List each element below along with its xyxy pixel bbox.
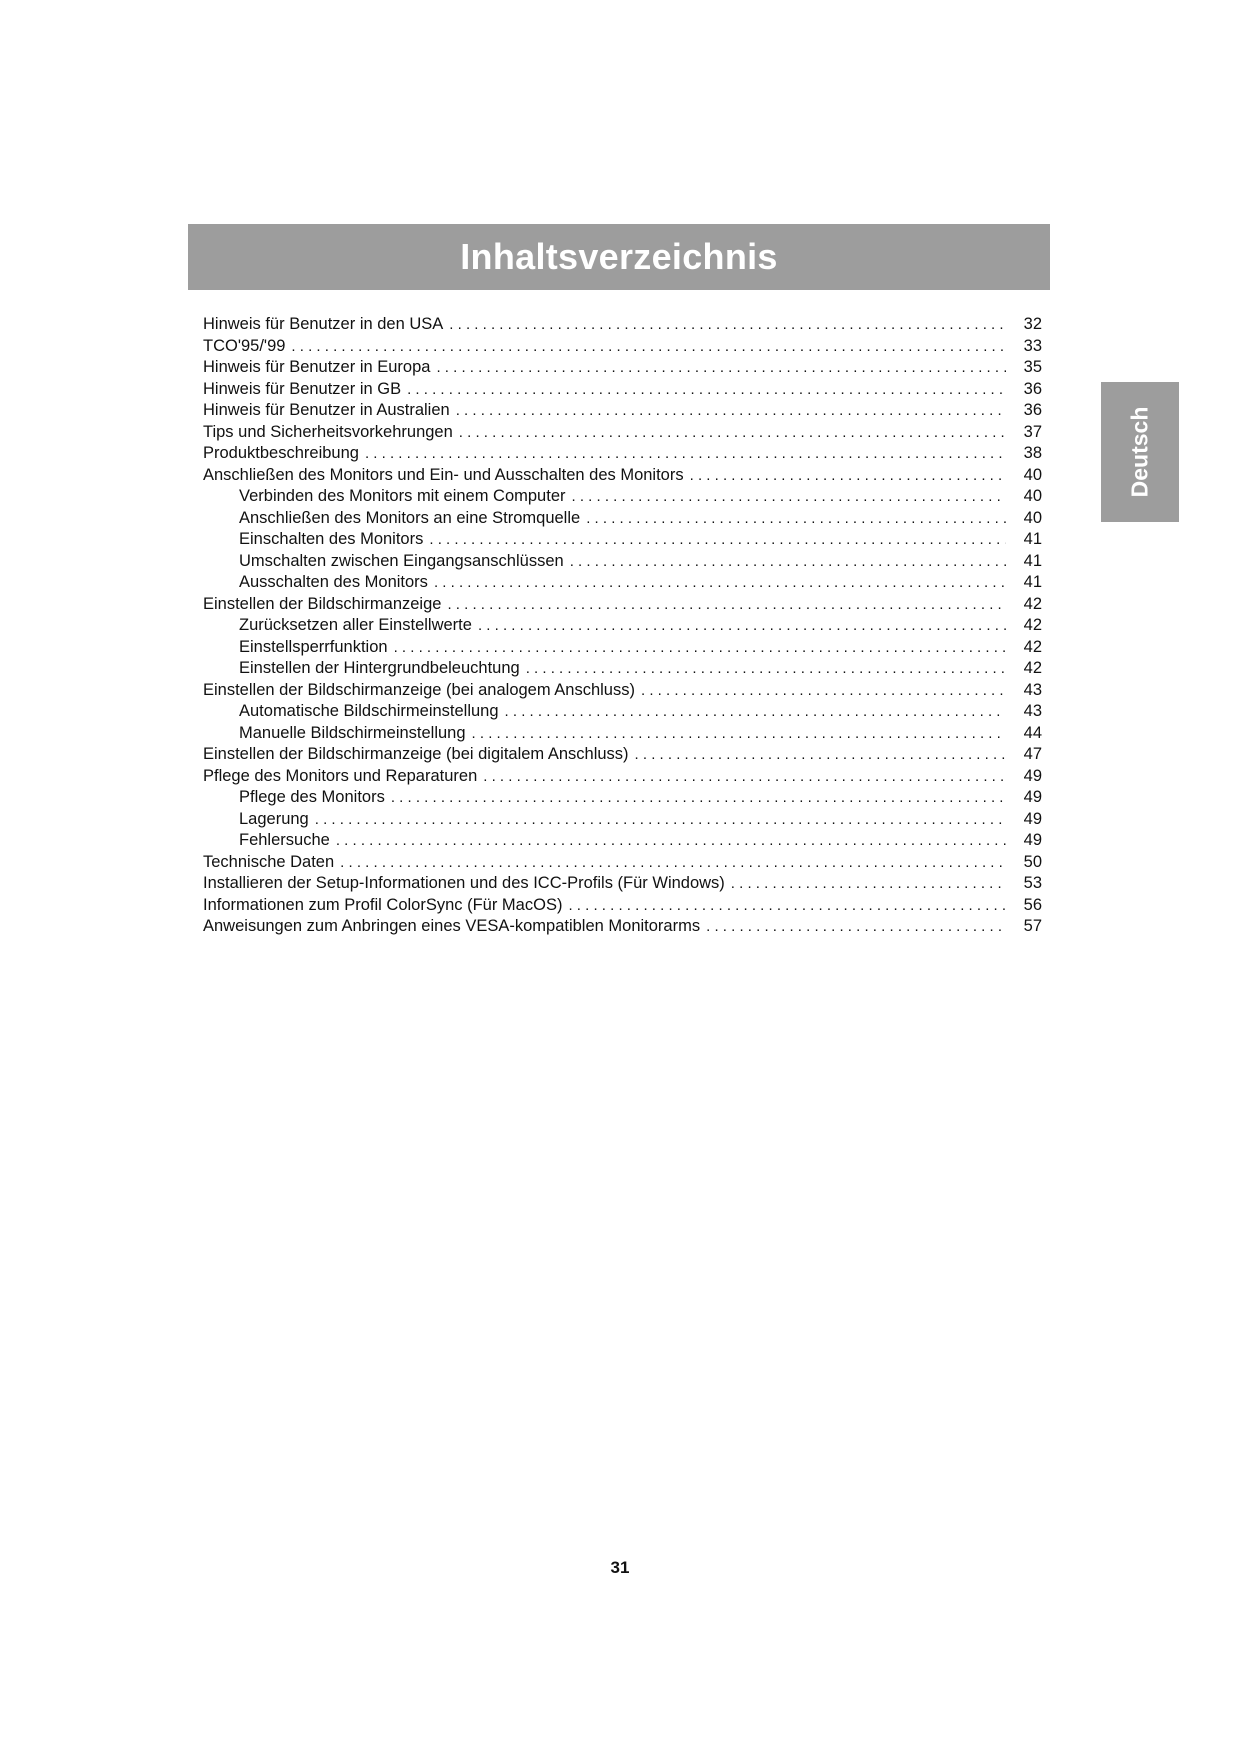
toc-entry-page: 43 — [1023, 702, 1042, 720]
toc-entry-title: Pflege des Monitors und Reparaturen — [203, 766, 478, 785]
dot-leader — [526, 658, 1006, 680]
toc-entry-page: 57 — [1023, 917, 1042, 935]
toc-entry-title: Hinweis für Benutzer in GB — [203, 379, 402, 398]
page-title: Inhaltsverzeichnis — [460, 236, 778, 277]
dot-leader — [505, 701, 1006, 723]
toc-entry-page: 40 — [1023, 465, 1042, 484]
toc-entry-title: Manuelle Bildschirmeinstellung — [239, 723, 466, 742]
toc-entry-page: 47 — [1023, 745, 1042, 763]
toc-entry — [203, 766, 1042, 788]
toc-entry-page: 49 — [1023, 788, 1042, 806]
toc-entry-page: 42 — [1023, 659, 1042, 677]
toc-entry — [203, 379, 1042, 401]
toc-entry — [203, 400, 1042, 422]
dot-leader — [459, 422, 1006, 444]
toc-entry-title: Einstellsperrfunktion — [239, 637, 388, 656]
toc-entry — [203, 551, 1042, 573]
dot-leader — [731, 873, 1006, 895]
toc-entry-page: 40 — [1023, 487, 1042, 505]
toc-entry-page: 32 — [1023, 315, 1042, 333]
dot-leader — [472, 723, 1006, 745]
toc-entry-title: Anweisungen zum Anbringen eines VESA-kompatiblen Monitorarms — [203, 917, 701, 935]
toc-entry-page: 56 — [1023, 895, 1042, 914]
toc-entry — [203, 852, 1042, 874]
toc-entry — [203, 314, 1042, 336]
toc-entry-title: Zurücksetzen aller Einstellwerte — [239, 616, 472, 634]
toc-entry-title: Hinweis für Benutzer in Australien — [203, 401, 450, 419]
toc-entry-page: 36 — [1023, 401, 1042, 419]
toc-entry-title: Tips und Sicherheitsvorkehrungen — [203, 422, 453, 441]
dot-leader — [340, 852, 1006, 874]
toc-entry — [203, 465, 1042, 487]
toc-entry — [203, 422, 1042, 444]
dot-leader — [572, 486, 1007, 508]
toc-entry-title: Einstellen der Bildschirmanzeige (bei analogem Anschluss) — [203, 680, 635, 699]
toc-entry — [203, 658, 1042, 680]
toc-entry — [203, 916, 1042, 938]
toc-entry-page: 50 — [1023, 852, 1042, 871]
toc-entry — [203, 680, 1042, 702]
dot-leader — [447, 594, 1006, 616]
toc-entry — [203, 443, 1042, 465]
dot-leader — [568, 895, 1006, 917]
toc-entry-title: Einstellen der Hintergrundbeleuchtung — [239, 659, 520, 677]
dot-leader — [706, 916, 1006, 938]
toc-entry-page: 42 — [1023, 637, 1042, 656]
toc-entry-page: 49 — [1023, 766, 1042, 785]
toc-entry-page: 42 — [1023, 594, 1042, 613]
toc-entry-title: Ausschalten des Monitors — [239, 573, 428, 591]
language-tab-label: Deutsch — [1126, 406, 1153, 498]
toc-entry — [203, 873, 1042, 895]
toc-entry — [203, 336, 1042, 358]
toc-entry-title: Anschließen des Monitors und Ein- und Ausschalten des Monitors — [203, 465, 684, 484]
toc-entry-title: Fehlersuche — [239, 831, 330, 849]
dot-leader — [635, 744, 1006, 766]
toc-entry — [203, 744, 1042, 766]
toc-entry — [203, 787, 1042, 809]
toc-entry — [203, 895, 1042, 917]
toc-entry-page: 53 — [1023, 874, 1042, 892]
toc-entry — [203, 508, 1042, 530]
dot-leader — [391, 787, 1006, 809]
toc-entry-title: Einstellen der Bildschirmanzeige — [203, 594, 442, 613]
dot-leader — [336, 830, 1006, 852]
language-tab — [1101, 382, 1179, 522]
dot-leader — [291, 336, 1006, 358]
toc-entry-title: TCO'95/'99 — [203, 336, 286, 355]
table-of-contents — [203, 314, 1042, 938]
dot-leader — [478, 615, 1006, 637]
toc-entry-page: 41 — [1023, 551, 1042, 570]
dot-leader — [436, 357, 1006, 379]
dot-leader — [483, 766, 1006, 788]
toc-entry-page: 49 — [1023, 809, 1042, 828]
dot-leader — [394, 637, 1006, 659]
toc-entry-title: Produktbeschreibung — [203, 444, 359, 462]
toc-entry-title: Einstellen der Bildschirmanzeige (bei digitalem Anschluss) — [203, 745, 629, 763]
toc-entry-title: Umschalten zwischen Eingangsanschlüssen — [239, 551, 564, 570]
toc-entry-title: Hinweis für Benutzer in Europa — [203, 358, 431, 376]
toc-entry-title: Verbinden des Monitors mit einem Computer — [239, 487, 566, 505]
dot-leader — [456, 400, 1006, 422]
toc-entry — [203, 830, 1042, 852]
dot-leader — [365, 443, 1006, 465]
toc-entry — [203, 637, 1042, 659]
dot-leader — [690, 465, 1006, 487]
toc-entry-title: Lagerung — [239, 809, 309, 828]
toc-entry-page: 41 — [1023, 573, 1042, 591]
toc-entry-page: 49 — [1023, 831, 1042, 849]
dot-leader — [641, 680, 1006, 702]
dot-leader — [429, 529, 1006, 551]
toc-entry-page: 35 — [1023, 358, 1042, 376]
toc-entry-page: 37 — [1023, 422, 1042, 441]
page-number: 31 — [610, 1558, 630, 1577]
dot-leader — [449, 314, 1006, 336]
toc-entry-title: Einschalten des Monitors — [239, 530, 424, 548]
toc-entry — [203, 357, 1042, 379]
toc-entry — [203, 701, 1042, 723]
dot-leader — [586, 508, 1006, 530]
toc-entry — [203, 594, 1042, 616]
dot-leader — [315, 809, 1006, 831]
toc-entry-page: 42 — [1023, 616, 1042, 634]
toc-entry-title: Informationen zum Profil ColorSync (Für MacOS) — [203, 895, 563, 914]
toc-entry-page: 33 — [1023, 336, 1042, 355]
toc-entry — [203, 615, 1042, 637]
toc-entry-page: 36 — [1023, 379, 1042, 398]
toc-entry-page: 40 — [1023, 508, 1042, 527]
toc-entry-page: 43 — [1023, 680, 1042, 699]
dot-leader — [434, 572, 1006, 594]
dot-leader — [570, 551, 1006, 573]
toc-entry — [203, 486, 1042, 508]
toc-entry — [203, 529, 1042, 551]
toc-entry — [203, 572, 1042, 594]
title-banner — [188, 224, 1050, 290]
dot-leader — [407, 379, 1006, 401]
toc-entry-title: Hinweis für Benutzer in den USA — [203, 315, 444, 333]
toc-entry-title: Automatische Bildschirmeinstellung — [239, 702, 499, 720]
toc-entry-title: Anschließen des Monitors an eine Stromquelle — [239, 508, 581, 527]
toc-entry-page: 41 — [1023, 530, 1042, 548]
toc-entry-title: Technische Daten — [203, 852, 335, 871]
toc-entry-title: Pflege des Monitors — [239, 788, 385, 806]
toc-entry-page: 44 — [1023, 723, 1042, 742]
toc-entry-page: 38 — [1023, 444, 1042, 462]
toc-entry-title: Installieren der Setup-Informationen und des ICC-Profils (Für Windows) — [203, 874, 725, 892]
toc-entry — [203, 723, 1042, 745]
toc-entry — [203, 809, 1042, 831]
